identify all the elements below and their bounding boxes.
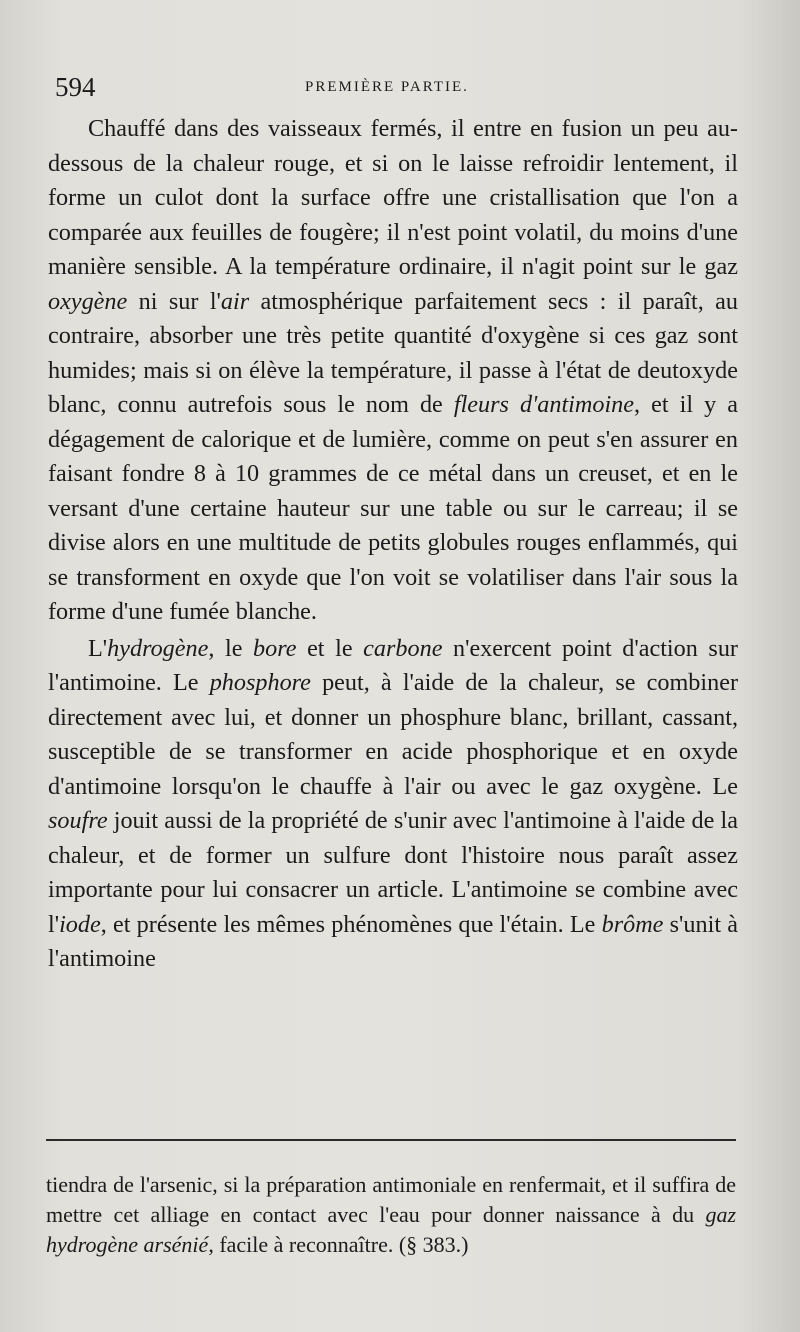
paragraph-text: n'exercent point d'action sur l'antimoine. Le: [48, 634, 738, 696]
italic-term-carbone: carbone: [363, 634, 443, 662]
italic-term-fleurs-antimoine: fleurs d'antimoine: [453, 391, 634, 418]
paragraph-text: peut, à l'aide de la chaleur, se combiner directement avec lui, et donner un phosphure blanc, brillant, cassant, susceptible de se transformer en acide phosphorique et en oxyde d'antimoine lorsqu'on le chauffe à l'air ou avec le gaz oxygène. Le: [48, 669, 738, 800]
paragraph-text: atmosphérique parfaitement secs : il paraît, au contraire, absorber une très petite quantité d'oxygène si ces gaz sont humides; mais si on élève la température, il passe à l'état de deutoxyde blanc, connu autrefois sous le nom de: [48, 287, 738, 418]
paragraph-text: , et il y a dégagement de calorique et de lumière, comme on peut s'en assurer en faisant fondre 8 à 10 grammes de ce métal dans un creuset, et en le versant d'une certaine hauteur sur une table ou sur le carreau; il se divise alors en une multitude de petits globules rouges enflammés, qui se transforment en oxyde que l'on voit se volatiliser dans l'air sous la forme d'une fumée blanche.: [48, 391, 738, 625]
paragraph-text: Chauffé dans des vaisseaux fermés, il entre en fusion un peu au-dessous de la chaleur rouge, et si on le laisse refroidir lentement, il forme un culot dont la surface offre une cristallisation que l'on a comparée aux feuilles de fougère; il n'est point volatil, du moins d'une manière sensible. A la température ordinaire, il n'agit point sur le gaz: [48, 115, 738, 280]
paragraph-text: L': [88, 634, 108, 662]
italic-term-oxygene: oxygène: [48, 287, 128, 315]
footnote: [46, 1170, 736, 1260]
italic-term-gaz-hydrogene-arsenie: gaz hydrogène arsénié: [46, 1202, 736, 1257]
footnote-text: , facile à reconnaître. (§ 383.): [208, 1232, 469, 1257]
italic-term-bore: bore: [253, 634, 297, 662]
page-number: 594: [55, 72, 96, 102]
page-header: [55, 72, 728, 106]
italic-term-brome: brôme: [601, 910, 664, 938]
paragraph-text: et le: [296, 634, 364, 662]
italic-term-hydrogene: hydrogène: [107, 634, 209, 662]
italic-term-air: air: [220, 287, 250, 315]
paragraph-text: , et présente les mêmes phénomènes que l'étain. Le: [100, 910, 602, 938]
paragraph-text: jouit aussi de la propriété de s'unir avec l'antimoine à l'aide de la chaleur, et de former un sulfure dont l'histoire nous paraît assez importante pour lui consacrer un article. L'antimoine se combine avec l': [48, 807, 738, 938]
running-head: PREMIÈRE PARTIE.: [305, 79, 469, 95]
paragraph-text: ni sur l': [127, 287, 221, 315]
main-text: [48, 112, 738, 977]
paragraph-text: s'unit à l'antimoine: [48, 910, 738, 972]
footnote-text: tiendra de l'arsenic, si la préparation antimoniale en renfermait, et il suffira de mettre cet alliage en contact avec l'eau pour donner naissance à du: [46, 1172, 736, 1227]
italic-term-phosphore: phosphore: [209, 669, 311, 696]
footnote-divider: [46, 1139, 736, 1141]
paragraph-antimoine-reactions: [48, 632, 738, 977]
italic-term-soufre: soufre: [48, 807, 108, 834]
paragraph-text: , le: [208, 634, 254, 662]
paragraph-antimoine-fusion: [48, 112, 738, 630]
italic-term-iode: iode: [59, 910, 101, 938]
